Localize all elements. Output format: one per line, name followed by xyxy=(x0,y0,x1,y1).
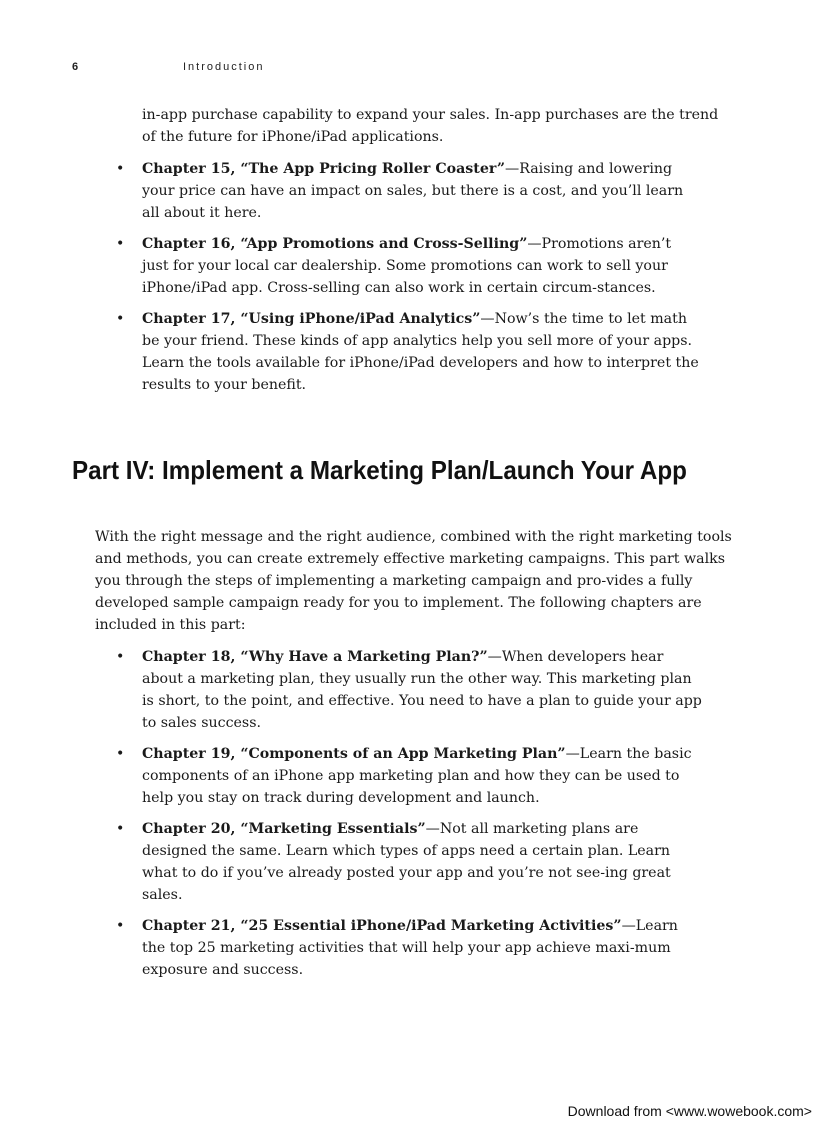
bullet-icon: • xyxy=(116,649,125,665)
chapter-title: Chapter 20, “Marketing Essentials” xyxy=(142,821,426,837)
chapter-title: Chapter 17, “Using iPhone/iPad Analytics” xyxy=(142,311,481,327)
chapter-title: Chapter 15, “The App Pricing Roller Coaster” xyxy=(142,161,506,177)
chapter-title: Chapter 18, “Why Have a Marketing Plan?” xyxy=(142,649,488,665)
running-head xyxy=(72,61,265,73)
chapter-description: —When developers hear about a marketing plan, they usually run the other way. This marketing plan is short, to the point, and effective. You need to have a plan to guide your app to sales success. xyxy=(142,649,702,731)
list-item xyxy=(0,308,702,396)
list-item xyxy=(0,646,702,734)
part-heading: Part IV: Implement a Marketing Plan/Launch Your App xyxy=(72,455,687,485)
bullet-icon: • xyxy=(116,821,125,837)
part-intro-paragraph: With the right message and the right audience, combined with the right marketing tools and methods, you can create extremely effective marketing campaigns. This part walks you through the steps of implementing a marketing campaign and pro-vides a fully developed sample campaign ready for you to implement. The following chapters are included in this part: xyxy=(95,529,732,633)
bullet-icon: • xyxy=(116,311,125,327)
chapter-list-part-iv xyxy=(0,646,816,990)
chapter-description: —Now’s the time to let math be your friend. These kinds of app analytics help you sell more of your apps. Learn the tools available for iPhone/iPad developers and how to interpret the results to your benefit. xyxy=(142,311,699,393)
chapter-description: —Learn the basic components of an iPhone app marketing plan and how they can be used to help you stay on track during development and launch. xyxy=(142,746,692,806)
chapter-title: Chapter 16, “App Promotions and Cross-Selling” xyxy=(142,236,528,252)
chapter-description: —Learn the top 25 marketing activities that will help your app achieve maxi-mum exposure and success. xyxy=(142,918,678,978)
chapter-list-part-iii xyxy=(0,158,816,405)
chapter-title: Chapter 19, “Components of an App Marketing Plan” xyxy=(142,746,566,762)
bullet-icon: • xyxy=(116,236,125,252)
chapter-description: —Promotions aren’t just for your local car dealership. Some promotions can work to sell your iPhone/iPad app. Cross-selling can also work in certain circum-stances. xyxy=(142,236,672,296)
list-item xyxy=(0,915,702,981)
list-item xyxy=(0,818,702,906)
continuation-paragraph: in-app purchase capability to expand your sales. In-app purchases are the trend of the future for iPhone/iPad applications. xyxy=(142,107,719,145)
chapter-title: Chapter 21, “25 Essential iPhone/iPad Marketing Activities” xyxy=(142,918,622,934)
page-number: 6 xyxy=(72,61,79,73)
chapter-description: —Not all marketing plans are designed the same. Learn which types of apps need a certain plan. Learn what to do if you’ve already posted your app and you’re not see-ing great sales. xyxy=(142,821,671,903)
list-item xyxy=(0,233,702,299)
list-item xyxy=(0,158,702,224)
running-head-section: Introduction xyxy=(183,61,265,73)
list-item xyxy=(0,743,702,809)
bullet-icon: • xyxy=(116,161,125,177)
download-source-note: Download from <www.wowebook.com> xyxy=(567,1103,812,1119)
bullet-icon: • xyxy=(116,746,125,762)
chapter-description: —Raising and lowering your price can have an impact on sales, but there is a cost, and you’ll learn all about it here. xyxy=(142,161,684,221)
bullet-icon: • xyxy=(116,918,125,934)
